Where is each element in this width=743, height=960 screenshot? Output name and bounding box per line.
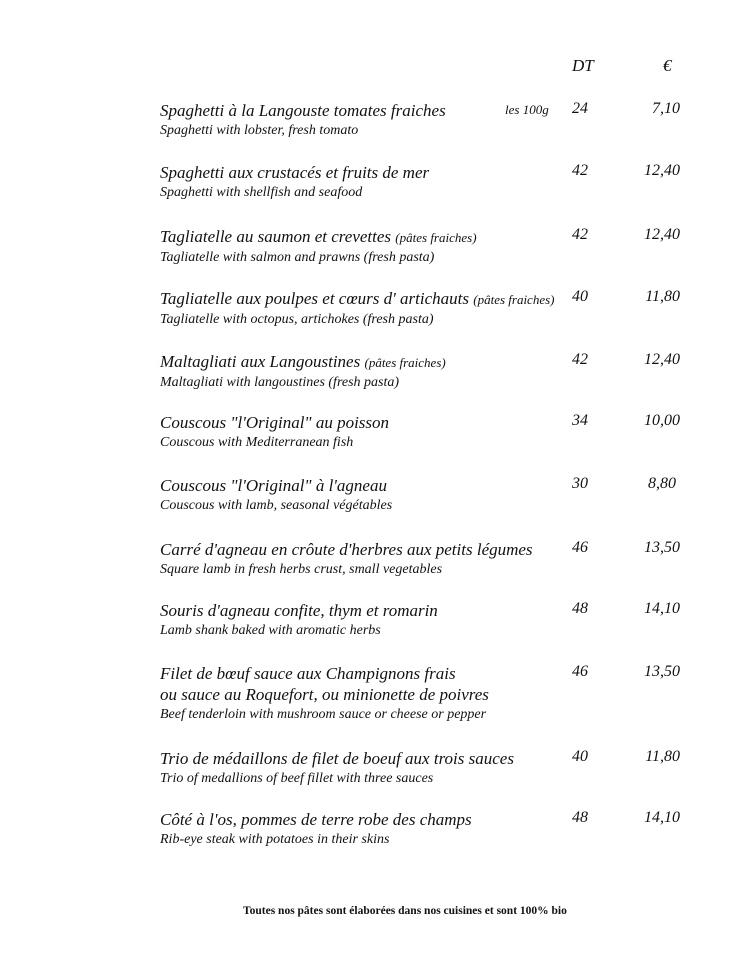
price-eur: 8,80 — [648, 475, 676, 492]
item-name-fr: Couscous "l'Original" à l'agneau — [160, 476, 387, 495]
menu-item — [160, 162, 720, 203]
price-eur: 14,10 — [644, 600, 680, 617]
price-dt: 42 — [572, 226, 588, 243]
item-name-en: Spaghetti with lobster, fresh tomato — [160, 123, 359, 138]
item-name-en: Maltagliati with langoustines (fresh pasta) — [160, 375, 400, 390]
menu-item — [160, 748, 720, 789]
price-eur: 11,80 — [645, 748, 680, 765]
item-name-en: Spaghetti with shellfish and seafood — [160, 185, 363, 200]
header-eur: € — [663, 56, 672, 75]
item-name-en: Square lamb in fresh herbs crust, small vegetables — [160, 562, 443, 577]
footer-note: Toutes nos pâtes sont élaborées dans nos cuisines et sont 100% bio — [243, 905, 567, 917]
price-eur: 11,80 — [645, 288, 680, 305]
menu-item — [160, 226, 720, 268]
item-name-en: Couscous with Mediterranean fish — [160, 435, 354, 450]
price-eur: 12,40 — [644, 226, 680, 243]
item-name-fr-line2: ou sauce au Roquefort, ou minionette de poivres — [160, 685, 489, 704]
header-dt: DT — [572, 56, 594, 75]
price-eur: 12,40 — [644, 162, 680, 179]
item-note: (pâtes fraiches) — [395, 230, 477, 245]
price-dt: 24 — [572, 100, 588, 117]
item-name-fr-text: Tagliatelle aux poulpes et cœurs d' artichauts — [160, 289, 469, 308]
menu-item — [160, 809, 720, 850]
item-name-en: Tagliatelle with octopus, artichokes (fresh pasta) — [160, 312, 434, 327]
item-name-fr: Souris d'agneau confite, thym et romarin — [160, 601, 438, 620]
price-dt: 40 — [572, 748, 588, 765]
price-dt: 42 — [572, 162, 588, 179]
price-dt: 40 — [572, 288, 588, 305]
item-name-en: Lamb shank baked with aromatic herbs — [160, 623, 381, 638]
menu-item — [160, 100, 720, 141]
item-name-en: Couscous with lamb, seasonal végétables — [160, 498, 393, 513]
price-dt: 48 — [572, 809, 588, 826]
price-eur: 13,50 — [644, 663, 680, 680]
price-eur: 10,00 — [644, 412, 680, 429]
price-dt: 30 — [572, 475, 588, 492]
item-note: (pâtes fraiches) — [473, 292, 555, 307]
item-name-fr-text: Tagliatelle au saumon et crevettes — [160, 227, 392, 246]
price-eur: 12,40 — [644, 351, 680, 368]
item-name-en: Beef tenderloin with mushroom sauce or cheese or pepper — [160, 707, 487, 722]
menu-item — [160, 412, 720, 453]
price-dt: 42 — [572, 351, 588, 368]
item-name-fr: Couscous "l'Original" au poisson — [160, 413, 390, 432]
price-eur: 7,10 — [652, 100, 680, 117]
price-eur: 14,10 — [644, 809, 680, 826]
menu-item — [160, 475, 720, 516]
item-note: (pâtes fraiches) — [364, 355, 446, 370]
item-name-fr: Carré d'agneau en crôute d'herbres aux petits légumes — [160, 540, 533, 559]
item-unit: les 100g — [505, 102, 549, 117]
price-dt: 34 — [572, 412, 588, 429]
item-name-en: Rib-eye steak with potatoes in their skins — [160, 832, 390, 847]
price-eur: 13,50 — [644, 539, 680, 556]
menu-item — [160, 663, 720, 725]
item-name-fr-text: Maltagliati aux Langoustines — [160, 352, 361, 371]
price-dt: 48 — [572, 600, 588, 617]
item-name-fr: Spaghetti à la Langouste tomates fraiches — [160, 101, 446, 120]
menu-item — [160, 351, 720, 393]
item-name-fr: Trio de médaillons de filet de boeuf aux trois sauces — [160, 749, 514, 768]
menu-item — [160, 288, 720, 330]
menu-item — [160, 600, 720, 641]
item-name-en: Tagliatelle with salmon and prawns (fresh pasta) — [160, 250, 435, 265]
item-name-en: Trio of medallions of beef fillet with three sauces — [160, 771, 434, 786]
menu-item — [160, 539, 720, 580]
item-name-fr: Filet de bœuf sauce aux Champignons frais — [160, 664, 456, 683]
price-dt: 46 — [572, 663, 588, 680]
item-name-fr: Côté à l'os, pommes de terre robe des champs — [160, 810, 472, 829]
price-dt: 46 — [572, 539, 588, 556]
item-name-fr: Spaghetti aux crustacés et fruits de mer — [160, 163, 430, 182]
